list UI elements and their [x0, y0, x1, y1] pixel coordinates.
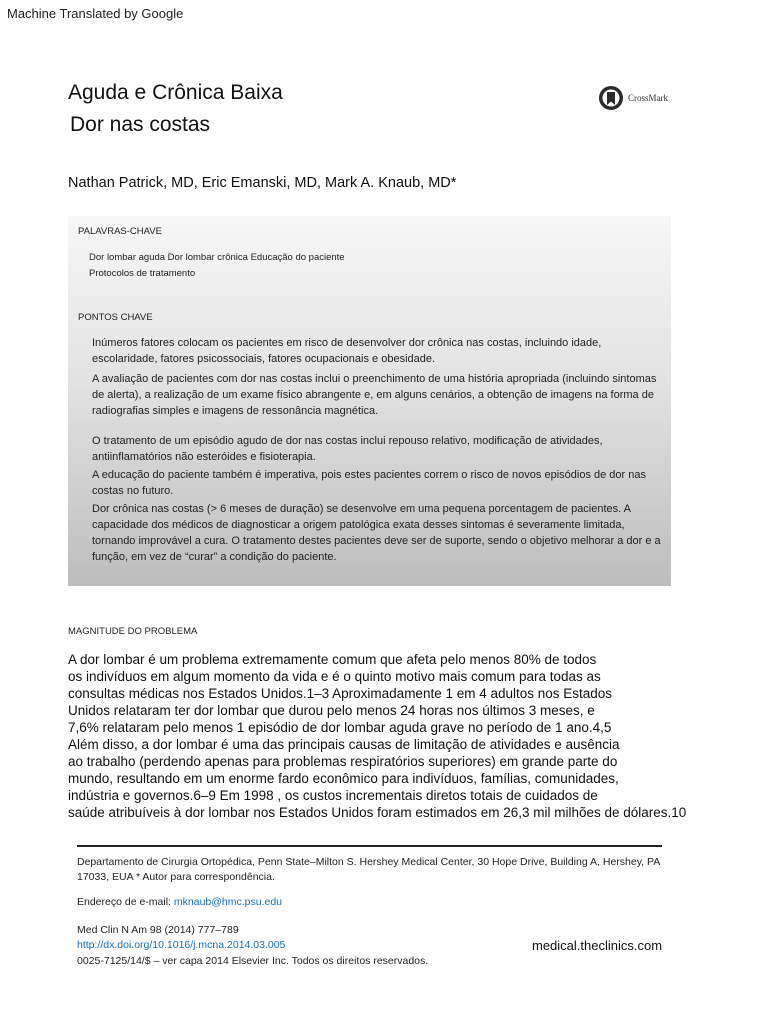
keywords-heading: PALAVRAS-CHAVE	[78, 226, 162, 237]
body-line: mundo, resultando em um enorme fardo econômico para indivíduos, famílias, comunidades,	[68, 771, 619, 786]
crossmark-label: CrossMark	[628, 93, 668, 103]
body-line: Além disso, a dor lombar é uma das principais causas de limitação de atividades e ausência	[68, 737, 620, 752]
copyright-notice: 0025-7125/14/$ – ver capa 2014 Elsevier Inc. Todos os direitos reservados.	[77, 955, 429, 967]
body-line: os indivíduos em algum momento da vida e é o quinto motivo mais comum para todas as	[68, 669, 601, 684]
section-heading: MAGNITUDE DO PROBLEMA	[68, 626, 198, 637]
keywords-keypoints-box	[68, 216, 671, 586]
article-title-line-1: Aguda e Crônica Baixa	[68, 81, 283, 104]
key-point: O tratamento de um episódio agudo de dor nas costas inclui repouso relativo, modificação de atividades, antiinflamatórios não esteróides e fisioterapia.	[92, 435, 603, 463]
body-paragraph	[68, 651, 758, 821]
email-row	[77, 896, 282, 908]
key-points-heading: PONTOS CHAVE	[78, 312, 153, 323]
body-line: Unidos relataram ter dor lombar que durou pelo menos 24 horas nos últimos 3 meses, e	[68, 703, 595, 718]
crossmark-icon	[598, 85, 624, 111]
body-line: saúde atribuíveis à dor lombar nos Estados Unidos foram estimados em 26,3 mil milhões de dólares.10	[68, 805, 687, 820]
email-link[interactable]: mknaub@hmc.psu.edu	[173, 896, 283, 908]
article-title-line-2: Dor nas costas	[70, 113, 211, 136]
doi-link[interactable]: http://dx.doi.org/10.1016/j.mcna.2014.03.005	[77, 939, 286, 951]
email-label: Endereço de e-mail:	[77, 896, 171, 908]
body-line: 7,6% relataram pelo menos 1 episódio de dor lombar aguda grave no período de 1 ano.4,5	[68, 720, 612, 735]
key-point: Dor crônica nas costas (> 6 meses de duração) se desenvolve em uma pequena porcentagem de pacientes. A capacidade dos médicos de diagnosticar a origem patológica exata desses sintomas é severamente limitada, tornando improvável a cura. O tratamento destes pacientes deve ser de suporte, sendo o objetivo melhorar a dor e a função, em vez de “curar” a condição do paciente.	[92, 503, 661, 563]
keywords-line: Dor lombar aguda Dor lombar crônica Educação do paciente	[89, 252, 345, 263]
key-point: A avaliação de pacientes com dor nas costas inclui o preenchimento de uma história apropriada (incluindo sintomas de alerta), a realização de um exame físico abrangente e, em alguns cenários, a obtenção de imagens na forma de radiografias simples e imagens de ressonância magnética.	[92, 373, 657, 417]
author-list: Nathan Patrick, MD, Eric Emanski, MD, Mark A. Knaub, MD*	[68, 175, 457, 191]
machine-translated-banner: Machine Translated by Google	[7, 6, 184, 21]
body-line: A dor lombar é um problema extremamente comum que afeta pelo menos 80% de todos	[68, 652, 597, 667]
footer-divider	[77, 845, 662, 847]
journal-citation: Med Clin N Am 98 (2014) 777–789	[77, 924, 239, 936]
keywords-line: Protocolos de tratamento	[89, 268, 196, 279]
crossmark-badge[interactable]	[598, 85, 668, 111]
body-line: indústria e governos.6–9 Em 1998 , os custos incrementais diretos totais de cuidados de	[68, 788, 598, 803]
body-line: ao trabalho (perdendo apenas para problemas respiratórios superiores) em grande parte do	[68, 754, 618, 769]
key-point: Inúmeros fatores colocam os pacientes em risco de desenvolver dor crônica nas costas, incluindo idade, escolaridade, fatores psicossociais, fatores ocupacionais e obesidade.	[92, 337, 602, 365]
body-line: consultas médicas nos Estados Unidos.1–3 Aproximadamente 1 em 4 adultos nos Estados	[68, 686, 613, 701]
journal-website: medical.theclinics.com	[532, 938, 663, 953]
affiliation-note: Departamento de Cirurgia Ortopédica, Penn State–Milton S. Hershey Medical Center, 30 Hope Drive, Building A, Hershey, PA 17033, EUA * Autor para correspondência.	[77, 856, 660, 883]
key-point: A educação do paciente também é imperativa, pois estes pacientes correm o risco de novos episódios de dor nas costas no futuro.	[92, 469, 646, 497]
